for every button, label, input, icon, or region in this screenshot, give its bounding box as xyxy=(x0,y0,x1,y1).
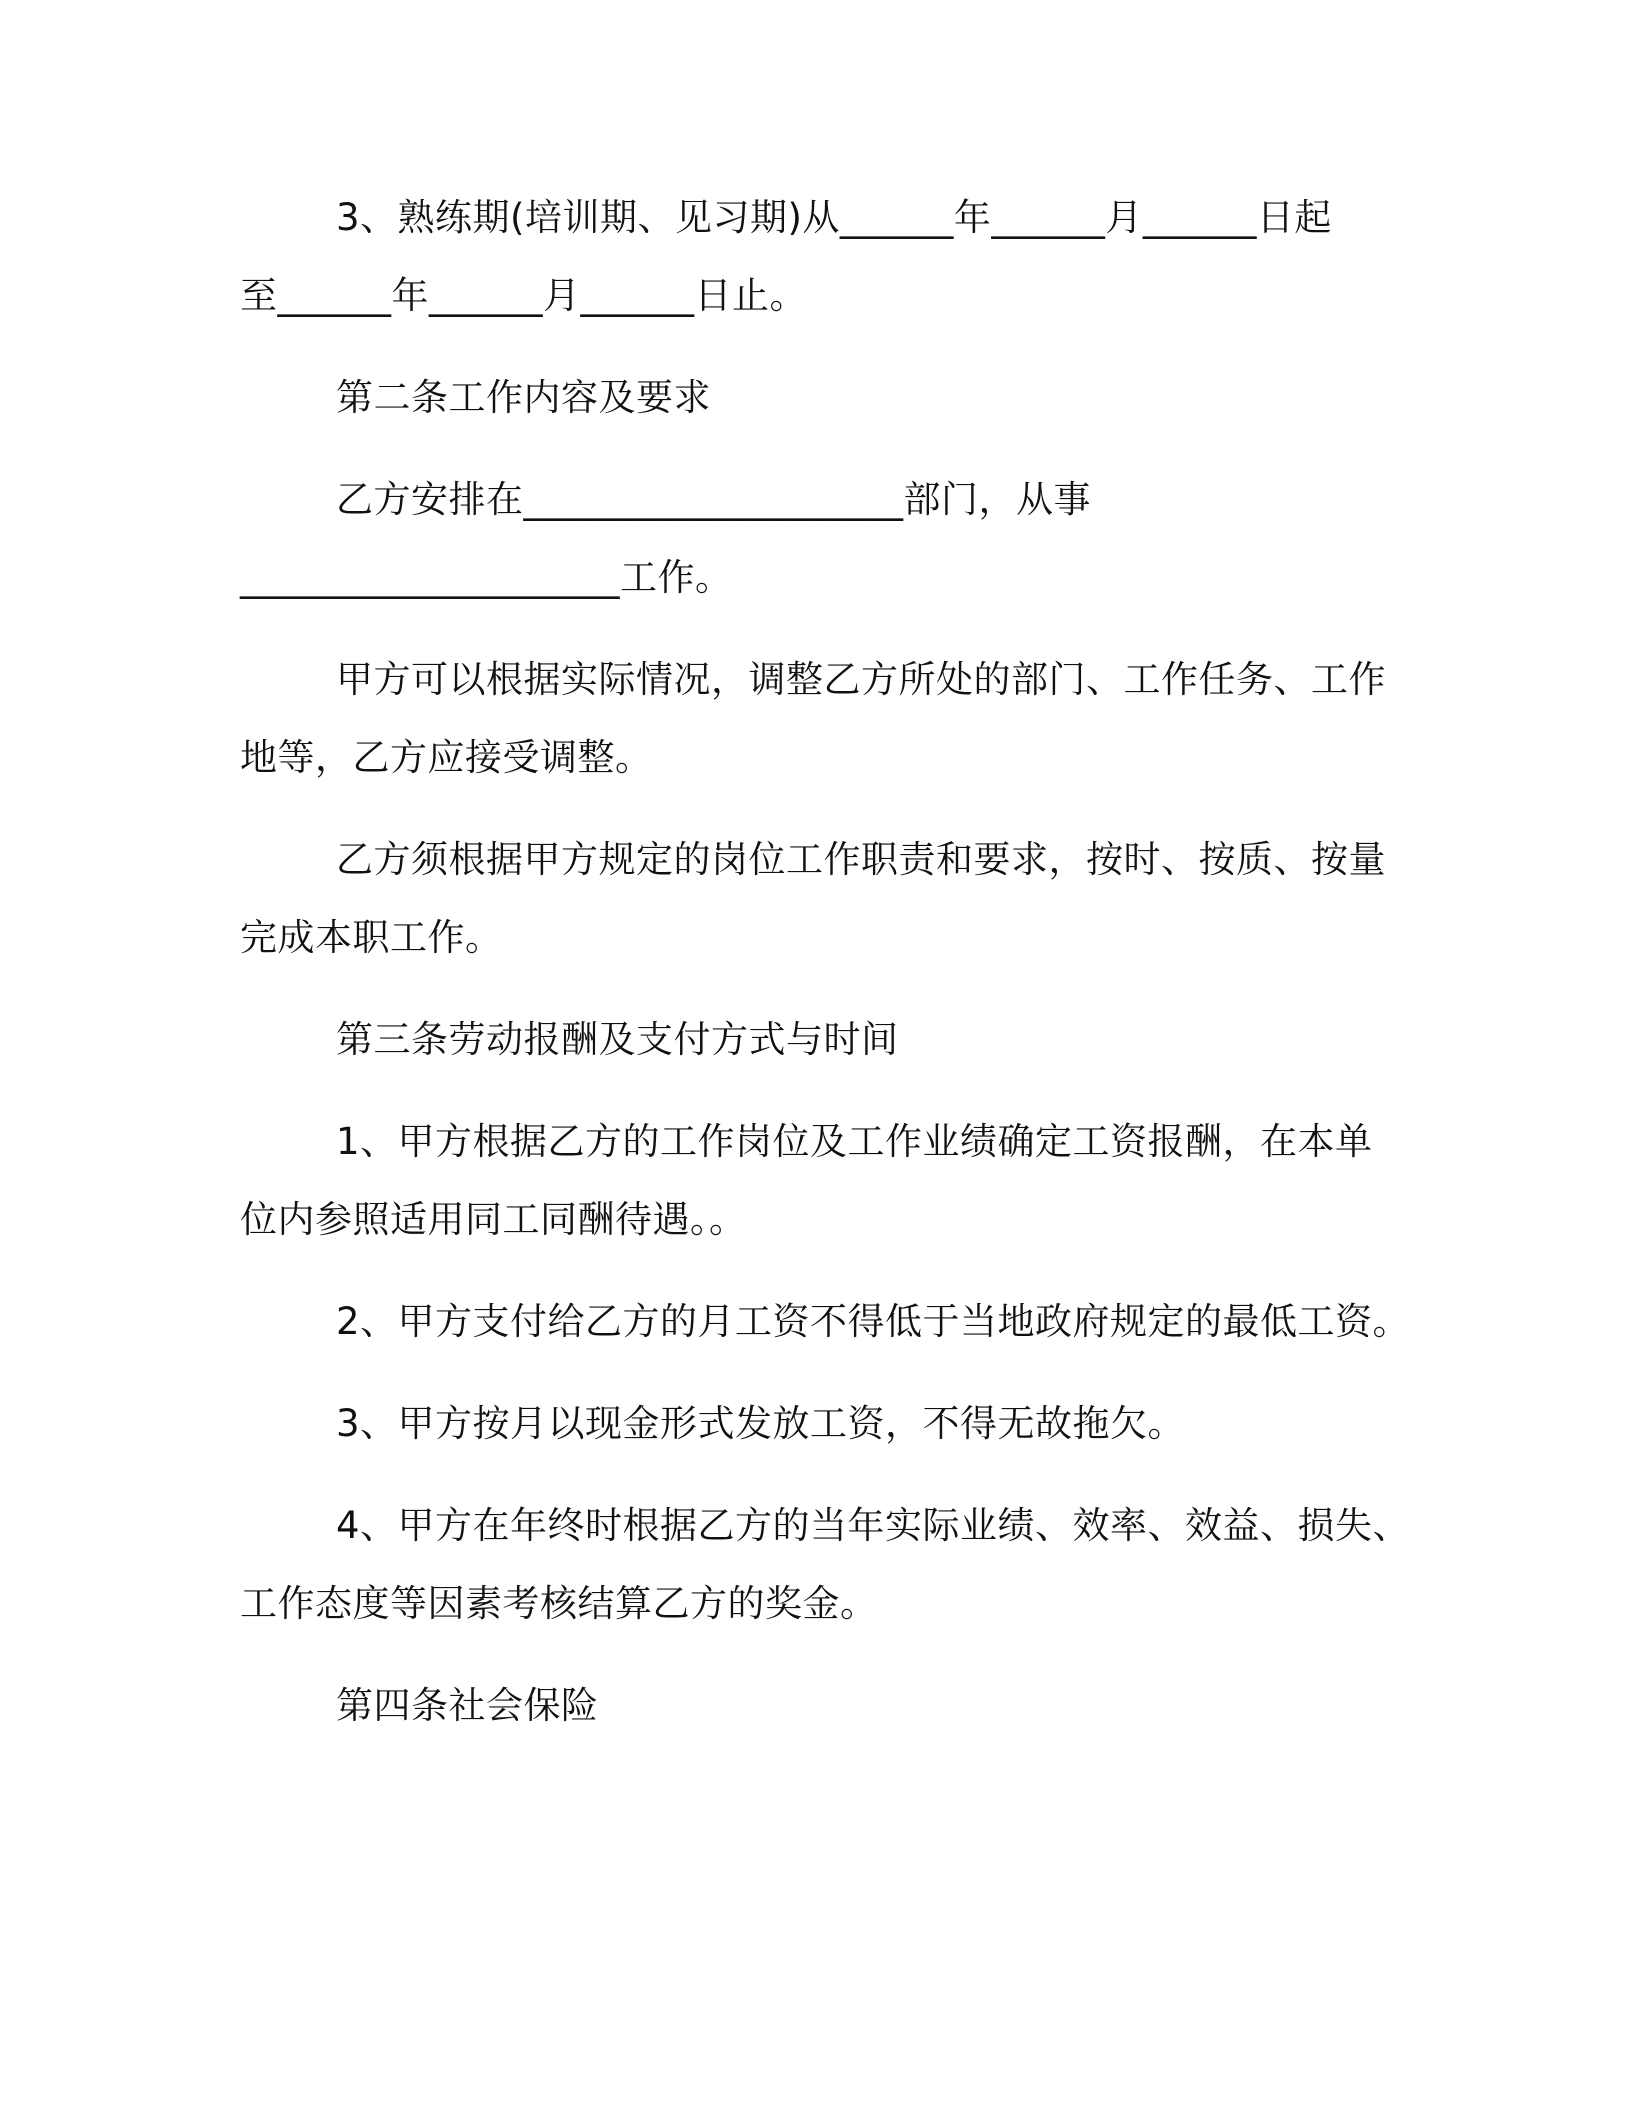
text-line: 乙方安排在____________________部门，从事 xyxy=(336,478,1091,521)
text-line: 至______年______月______日止。 xyxy=(240,274,807,317)
text-line: 1、甲方根据乙方的工作岗位及工作业绩确定工资报酬，在本单 xyxy=(336,1120,1373,1163)
text-line: 地等，乙方应接受调整。 xyxy=(240,736,653,779)
text-line: 4、甲方在年终时根据乙方的当年实际业绩、效率、效益、损失、 xyxy=(336,1504,1411,1547)
section-heading: 第三条劳动报酬及支付方式与时间 xyxy=(336,1018,899,1061)
text-line: 位内参照适用同工同酬待遇。。 xyxy=(240,1198,747,1241)
text-line: 完成本职工作。 xyxy=(240,916,503,959)
text-line: 3、熟练期(培训期、见习期)从______年______月______日起 xyxy=(336,196,1332,239)
text-line: 3、甲方按月以现金形式发放工资，不得无故拖欠。 xyxy=(336,1402,1186,1445)
text-line: ____________________工作。 xyxy=(240,556,733,599)
section-heading: 第四条社会保险 xyxy=(336,1684,599,1727)
text-line: 工作态度等因素考核结算乙方的奖金。 xyxy=(240,1582,878,1625)
text-line: 乙方须根据甲方规定的岗位工作职责和要求，按时、按质、按量 xyxy=(336,838,1386,881)
section-heading: 第二条工作内容及要求 xyxy=(336,376,711,419)
text-line: 甲方可以根据实际情况，调整乙方所处的部门、工作任务、工作 xyxy=(336,658,1386,701)
text-line: 2、甲方支付给乙方的月工资不得低于当地政府规定的最低工资。 xyxy=(336,1300,1411,1343)
